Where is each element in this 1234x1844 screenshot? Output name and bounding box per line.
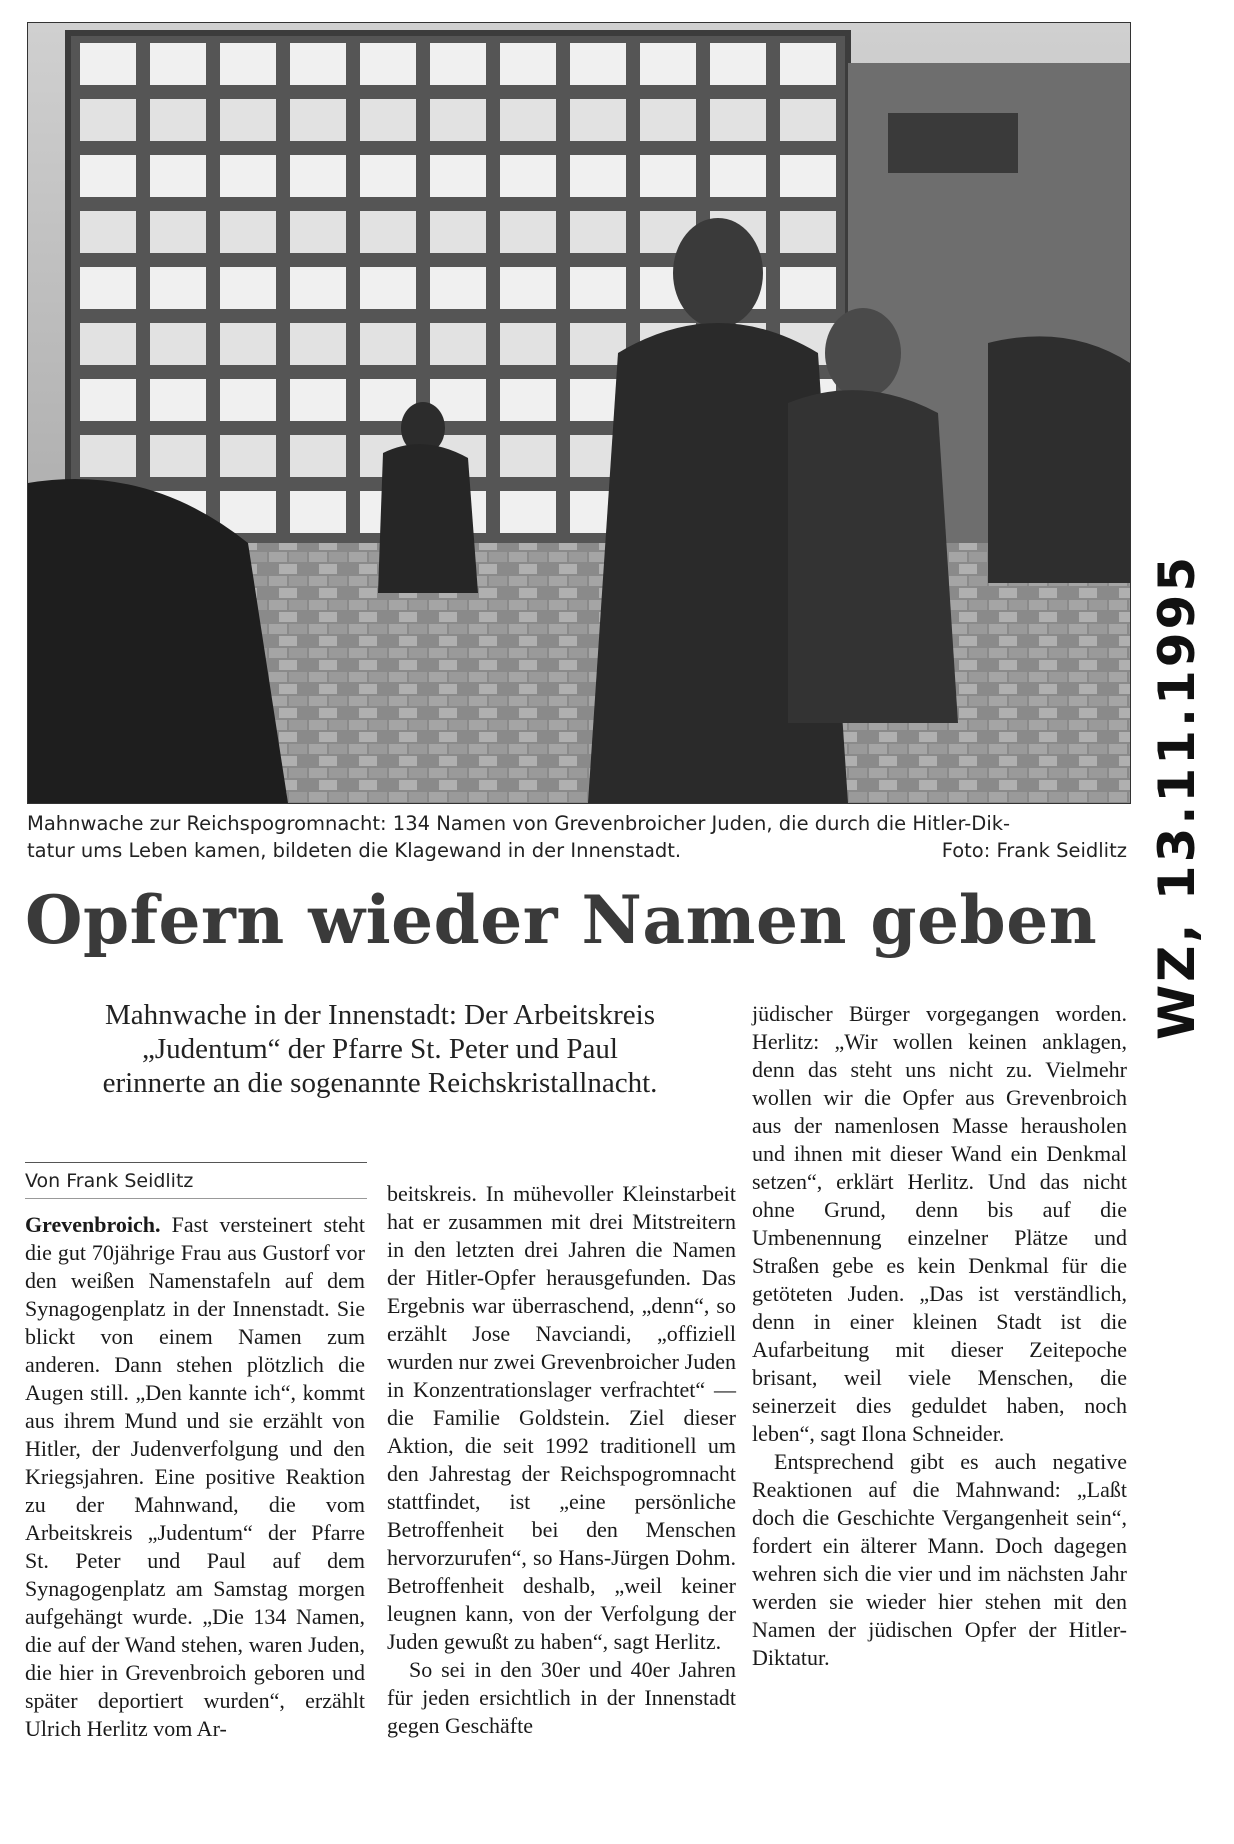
name-plate [500,211,556,253]
name-plate [500,43,556,85]
name-plate [150,379,206,421]
column-3-paragraph-1: jüdischer Bürger vorgegangen worden. Herlitz: „Wir wollen keinen anklagen, denn das steht uns nicht zu. Vielmehr wollen wir die Opfer aus Grevenbroich aus der namenlosen Masse herausholen und ihnen mit dieser Wand ein Denkmal setzen“, erklärt Herlitz. Und das nicht ohne Grund, denn bis auf die Umbenennung einzelner Plätze und Straßen gebe es kein Denkmal für die getöteten Juden. „Das ist verständlich, denn in einer kleinen Stadt ist die Aufarbeitung mit dieser Zeitepoche brisant, weil viele Menschen, die seinerzeit dies geduldet haben, noch leben“, sagt Ilona Schneider. [752,1001,1127,1446]
name-plate [220,211,276,253]
name-plate [430,43,486,85]
name-plate [780,155,836,197]
name-plate [290,99,346,141]
name-plate [80,323,136,365]
name-plate [150,155,206,197]
byline-rule-bottom [25,1198,367,1199]
article-column-1 [25,1211,365,1743]
byline: Von Frank Seidlitz [25,1170,194,1192]
photo-image-icon [28,23,1130,803]
name-plate [290,491,346,533]
name-plate [80,379,136,421]
name-plate [570,155,626,197]
name-plate [150,323,206,365]
name-plate [80,435,136,477]
deck: Mahnwache in der Innenstadt: Der Arbeitskreis „Judentum“ der Pfarre St. Peter und Paul erinnerte an die sogenannte Reichskristallnacht. [102,999,658,1099]
name-plate [80,267,136,309]
photo-caption [27,810,1127,864]
name-plate [80,43,136,85]
name-plate [220,491,276,533]
name-plate [220,267,276,309]
name-plate [80,99,136,141]
name-plate [150,211,206,253]
name-plate [220,155,276,197]
photo-credit: Foto: Frank Seidlitz [941,839,1127,862]
name-plate [640,43,696,85]
byline-rule-top [25,1162,367,1163]
name-plate [80,155,136,197]
name-plate [80,211,136,253]
name-plate [430,211,486,253]
name-plate [710,99,766,141]
name-plate [290,211,346,253]
caption-line-1: Mahnwache zur Reichspogromnacht: 134 Namen von Grevenbroicher Juden, die durch die Hitler-Dik- [27,812,1011,835]
name-plate [780,43,836,85]
name-plate [780,211,836,253]
name-plate [500,99,556,141]
name-plate [220,379,276,421]
name-plate [360,267,416,309]
name-plate [500,323,556,365]
column-2-paragraph-2: So sei in den 30er und 40er Jahren für jeden ersichtlich in der Innenstadt gegen Geschäfte [387,1657,736,1738]
headline: Opfern wieder Namen geben [25,881,1098,959]
name-plate [220,43,276,85]
name-plate [570,211,626,253]
name-plate [360,323,416,365]
name-plate [360,99,416,141]
article-photo [27,22,1131,804]
name-plate [640,155,696,197]
name-plate [570,43,626,85]
name-plate [220,323,276,365]
name-plate [220,435,276,477]
handwritten-date-note: WZ, 13.11.1995 [1148,553,1206,1040]
name-plate [290,155,346,197]
name-plate [500,379,556,421]
name-plate [710,43,766,85]
name-plate [150,99,206,141]
article-column-3 [752,1000,1127,1672]
name-plate [500,155,556,197]
name-plate [220,99,276,141]
name-plate [150,267,206,309]
column-1-text: Fast versteinert steht die gut 70jährige Frau aus Gustorf vor den weißen Namenstafeln auf dem Synagogenplatz in der Innenstadt. Sie blickt von einem Namen zum anderen. Dann stehen plötzlich die Augen still. „Den kannte ich“, kommt aus ihrem Mund und sie erzählt von Hitler, der Judenverfolgung und den Kriegsjahren. Eine positive Reaktion zu der Mahnwand, die vom Arbeitskreis „Judentum“ der Pfarre St. Peter und Paul auf dem Synagogenplatz am Samstag morgen aufgehängt wurde. „Die 134 Namen, die auf der Wand stehen, waren Juden, die hier in Grevenbroich geboren und später deportiert wurden“, erzählt Ulrich Herlitz vom Ar- [25,1212,365,1741]
name-plate [500,435,556,477]
name-plate [780,99,836,141]
name-plate [290,267,346,309]
name-plate [290,323,346,365]
name-plate [150,435,206,477]
article-column-2 [387,1180,736,1740]
name-plate [500,267,556,309]
name-plate [570,99,626,141]
name-plate [290,435,346,477]
name-plate [290,379,346,421]
name-plate [710,155,766,197]
name-plate [360,211,416,253]
name-plate [360,155,416,197]
name-plate [360,43,416,85]
column-2-paragraph-1: beitskreis. In mühevoller Kleinstarbeit hat er zusammen mit drei Mitstreitern in den letzten drei Jahren die Namen der Hitler-Opfer herausgefunden. Das Ergebnis war überraschend, „denn“, so erzählt Jose Navciandi, „offiziell wurden nur zwei Grevenbroicher Juden in Konzentrationslager verfrachtet“ — die Familie Goldstein. Ziel dieser Aktion, die seit 1992 traditionell um den Jahrestag der Reichspogromnacht stattfindet, ist „eine persönliche Betroffenheit bei den Menschen hervorzurufen“, so Hans-Jürgen Dohm. Betroffenheit deshalb, „weil keiner leugnen kann, von der Verfolgung der Juden gewußt zu haben“, sagt Herlitz. [387,1181,736,1654]
name-plate [430,99,486,141]
name-plate [430,267,486,309]
dateline: Grevenbroich. [25,1212,161,1237]
caption-line-2: tatur ums Leben kamen, bildeten die Klagewand in der Innenstadt. [27,839,682,862]
name-plate [430,155,486,197]
name-plate [500,491,556,533]
name-plate [780,267,836,309]
name-plate [430,323,486,365]
name-plate [570,323,626,365]
name-plate [640,99,696,141]
name-plate [150,43,206,85]
column-3-paragraph-2: Entsprechend gibt es auch negative Reaktionen auf die Mahnwand: „Laßt doch die Geschichte Vergangenheit sein“, fordert ein älterer Mann. Doch dagegen wehren sich die vier und im nächsten Jahr werden sie wieder hier stehen mit den Namen der jüdischen Opfer der Hitler-Diktatur. [752,1449,1127,1670]
name-plate [570,267,626,309]
name-plate [290,43,346,85]
